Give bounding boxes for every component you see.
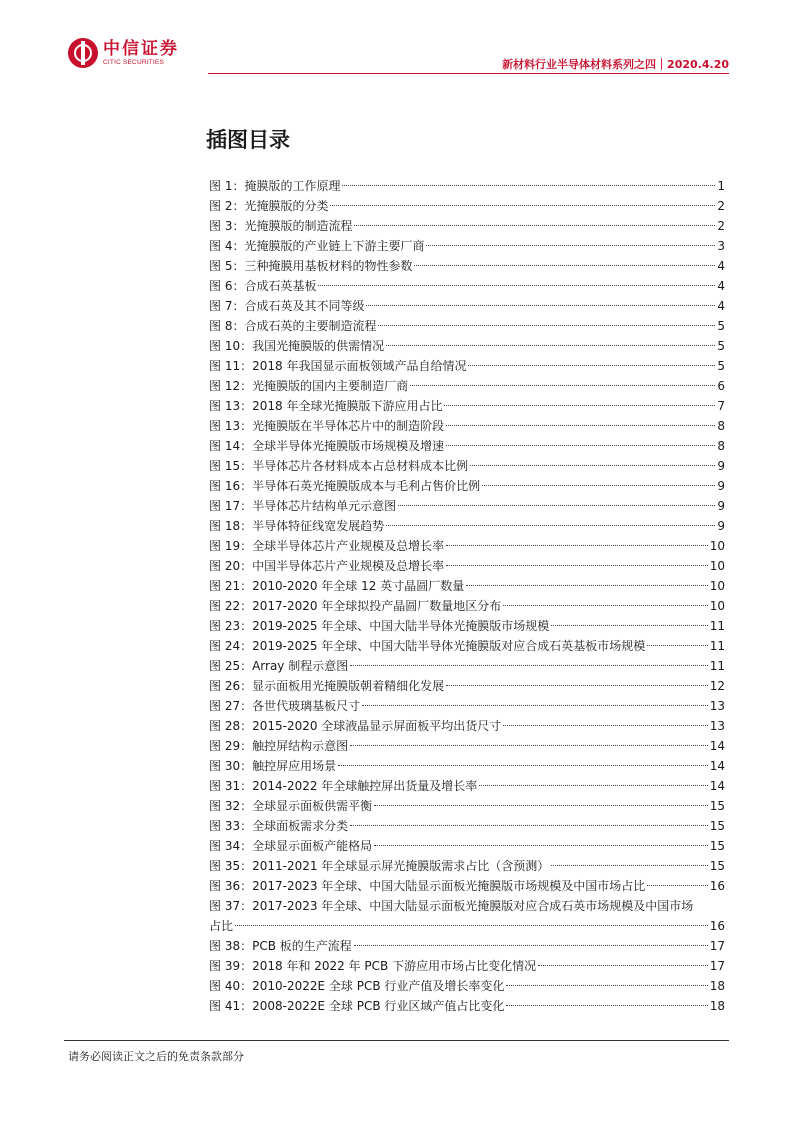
toc-entry[interactable]	[209, 536, 725, 556]
toc-entry-page: 10	[709, 539, 725, 553]
toc-entry-label: 图 31：2014-2022 年全球触控屏出货量及增长率	[209, 779, 478, 793]
toc-dot-leader	[479, 785, 707, 786]
toc-entry-page: 15	[709, 799, 725, 813]
toc-entry[interactable]	[209, 316, 725, 336]
toc-entry-page: 5	[717, 339, 725, 353]
toc-entry-label: 图 27：各世代玻璃基板尺寸	[209, 699, 361, 713]
toc-dot-leader	[350, 825, 708, 826]
toc-entry-label: 图 7：合成石英及其不同等级	[209, 299, 365, 313]
toc-entry[interactable]	[209, 176, 725, 196]
toc-entry[interactable]	[209, 816, 725, 836]
toc-dot-leader	[342, 185, 715, 186]
toc-entry-label: 图 12：光掩膜版的国内主要制造厂商	[209, 379, 409, 393]
toc-dot-leader	[378, 325, 715, 326]
figure-list	[209, 176, 725, 1016]
toc-entry-label: 图 35：2011-2021 年全球显示屏光掩膜版需求占比（含预测）	[209, 859, 550, 873]
toc-entry-label: 图 13：光掩膜版在半导体芯片中的制造阶段	[209, 419, 445, 433]
toc-entry-continuation	[209, 916, 725, 936]
toc-dot-leader	[482, 485, 715, 486]
toc-entry[interactable]	[209, 436, 725, 456]
logo-chinese-name: 中信证券	[103, 38, 179, 59]
toc-dot-leader	[446, 565, 708, 566]
toc-entry-label: 图 1：掩膜版的工作原理	[209, 179, 341, 193]
toc-entry-page: 4	[717, 299, 725, 313]
toc-entry[interactable]	[209, 216, 725, 236]
toc-entry[interactable]	[209, 616, 725, 636]
toc-entry-page: 5	[717, 359, 725, 373]
toc-entry-page: 9	[717, 519, 725, 533]
toc-entry[interactable]	[209, 596, 725, 616]
toc-dot-leader	[350, 745, 708, 746]
toc-entry-label: 图 17：半导体芯片结构单元示意图	[209, 499, 397, 513]
toc-entry[interactable]	[209, 776, 725, 796]
toc-entry[interactable]	[209, 356, 725, 376]
toc-entry-page: 8	[717, 439, 725, 453]
toc-dot-leader	[466, 585, 708, 586]
toc-entry-label: 图 2：光掩膜版的分类	[209, 199, 329, 213]
toc-entry-label: 图 38：PCB 板的生产流程	[209, 939, 352, 953]
toc-entry-label: 图 26：显示面板用光掩膜版朝着精细化发展	[209, 679, 445, 693]
citic-logo-icon	[68, 38, 98, 68]
toc-dot-leader	[366, 305, 715, 306]
toc-entry-label: 图 33：全球面板需求分类	[209, 819, 349, 833]
toc-entry-label: 图 41：2008-2022E 全球 PCB 行业区域产值占比变化	[209, 999, 505, 1013]
toc-entry-label: 图 6：合成石英基板	[209, 279, 317, 293]
toc-entry[interactable]	[209, 696, 725, 716]
toc-entry-page: 2	[717, 219, 725, 233]
toc-dot-leader	[503, 605, 707, 606]
toc-entry-label: 图 11：2018 年我国显示面板领域产品自给情况	[209, 359, 467, 373]
logo-english-name: CITIC SECURITIES	[103, 58, 164, 66]
toc-dot-leader	[503, 725, 707, 726]
toc-entry-label: 图 15：半导体芯片各材料成本占总材料成本比例	[209, 459, 469, 473]
toc-dot-leader	[446, 685, 708, 686]
toc-entry[interactable]	[209, 296, 725, 316]
toc-entry-label: 图 19：全球半导体芯片产业规模及总增长率	[209, 539, 445, 553]
toc-entry-page: 10	[709, 559, 725, 573]
toc-dot-leader	[647, 885, 707, 886]
toc-dot-leader	[414, 265, 715, 266]
toc-entry-label: 图 3：光掩膜版的制造流程	[209, 219, 353, 233]
toc-entry[interactable]	[209, 256, 725, 276]
toc-dot-leader	[538, 965, 708, 966]
page-header	[0, 0, 793, 80]
toc-entry-page: 11	[709, 639, 725, 653]
toc-entry-page: 8	[717, 419, 725, 433]
toc-entry-page: 10	[709, 599, 725, 613]
toc-entry-label: 图 4：光掩膜版的产业链上下游主要厂商	[209, 239, 425, 253]
toc-entry[interactable]	[209, 716, 725, 736]
toc-dot-leader	[446, 425, 715, 426]
toc-dot-leader	[354, 945, 708, 946]
footer-disclaimer: 请务必阅读正文之后的免责条款部分	[68, 1050, 244, 1063]
toc-dot-leader	[446, 545, 708, 546]
toc-entry-label: 图 18：半导体特征线宽发展趋势	[209, 519, 385, 533]
toc-entry[interactable]	[209, 396, 725, 416]
footer-divider	[64, 1040, 729, 1041]
toc-entry-page: 15	[709, 859, 725, 873]
toc-entry-label: 图 5：三种掩膜用基板材料的物性参数	[209, 259, 413, 273]
toc-dot-leader	[551, 865, 707, 866]
toc-entry[interactable]	[209, 736, 725, 756]
toc-entry[interactable]	[209, 756, 725, 776]
toc-entry[interactable]	[209, 656, 725, 676]
toc-entry-page: 9	[717, 459, 725, 473]
toc-dot-leader	[426, 245, 715, 246]
toc-entry-page: 16	[709, 879, 725, 893]
toc-entry-page: 13	[709, 699, 725, 713]
toc-dot-leader	[318, 285, 715, 286]
toc-entry-page: 4	[717, 279, 725, 293]
citic-logo	[68, 38, 179, 68]
toc-entry-page: 18	[709, 999, 725, 1013]
toc-entry-label: 图 28：2015-2020 全球液晶显示屏面板平均出货尺寸	[209, 719, 502, 733]
toc-dot-leader	[338, 765, 708, 766]
toc-entry[interactable]	[209, 856, 725, 876]
toc-entry[interactable]	[209, 516, 725, 536]
toc-dot-leader	[386, 345, 715, 346]
toc-dot-leader	[468, 365, 715, 366]
toc-entry[interactable]	[209, 796, 725, 816]
toc-entry-label: 图 23：2019-2025 年全球、中国大陆半导体光掩膜版市场规模	[209, 619, 550, 633]
toc-entry-label: 图 34：全球显示面板产能格局	[209, 839, 373, 853]
toc-entry-page: 9	[717, 499, 725, 513]
toc-entry-label: 图 24：2019-2025 年全球、中国大陆半导体光掩膜版对应合成石英基板市场规模	[209, 639, 646, 653]
toc-entry-page: 14	[709, 759, 725, 773]
toc-entry[interactable]	[209, 676, 725, 696]
toc-entry-page: 11	[709, 659, 725, 673]
toc-entry-page: 5	[717, 319, 725, 333]
toc-entry-label: 图 22：2017-2020 年全球拟投产晶圆厂数量地区分布	[209, 599, 502, 613]
toc-entry[interactable]	[209, 576, 725, 596]
toc-dot-leader	[374, 805, 708, 806]
toc-entry-page: 11	[709, 619, 725, 633]
logo-text	[103, 40, 179, 67]
toc-entry[interactable]	[209, 556, 725, 576]
toc-entry-page: 4	[717, 259, 725, 273]
toc-entry-page: 10	[709, 579, 725, 593]
toc-entry-page: 16	[709, 919, 725, 933]
toc-dot-leader	[330, 205, 715, 206]
toc-entry-label: 图 37：2017-2023 年全球、中国大陆显示面板光掩膜版对应合成石英市场规模及中国市场	[209, 899, 694, 913]
toc-entry-label: 图 29：触控屏结构示意图	[209, 739, 349, 753]
toc-entry-page: 9	[717, 479, 725, 493]
toc-entry[interactable]	[209, 956, 725, 976]
toc-entry[interactable]	[209, 976, 725, 996]
toc-entry-label-continuation: 占比	[209, 919, 234, 933]
toc-dot-leader	[350, 665, 707, 666]
toc-entry-page: 17	[709, 939, 725, 953]
toc-entry-page: 15	[709, 819, 725, 833]
toc-entry[interactable]	[209, 936, 725, 956]
toc-entry[interactable]	[209, 196, 725, 216]
toc-entry-page: 2	[717, 199, 725, 213]
toc-entry-label: 图 36：2017-2023 年全球、中国大陆显示面板光掩膜版市场规模及中国市场占比	[209, 879, 646, 893]
toc-dot-leader	[551, 625, 707, 626]
toc-dot-leader	[410, 385, 715, 386]
toc-dot-leader	[398, 505, 715, 506]
toc-entry-page: 14	[709, 739, 725, 753]
toc-dot-leader	[647, 645, 707, 646]
toc-dot-leader	[362, 705, 708, 706]
toc-entry-page: 13	[709, 719, 725, 733]
toc-entry-label: 图 32：全球显示面板供需平衡	[209, 799, 373, 813]
toc-entry-label: 图 16：半导体石英光掩膜版成本与毛利占售价比例	[209, 479, 481, 493]
toc-entry[interactable]	[209, 336, 725, 356]
toc-dot-leader	[446, 445, 715, 446]
toc-dot-leader	[354, 225, 715, 226]
toc-entry[interactable]	[209, 236, 725, 256]
toc-entry[interactable]	[209, 456, 725, 476]
toc-entry-label: 图 20：中国半导体芯片产业规模及总增长率	[209, 559, 445, 573]
toc-entry-label: 图 40：2010-2022E 全球 PCB 行业产值及增长率变化	[209, 979, 505, 993]
header-divider	[208, 73, 729, 74]
toc-dot-leader	[506, 985, 707, 986]
toc-entry-page: 17	[709, 959, 725, 973]
toc-entry[interactable]	[209, 276, 725, 296]
toc-entry-page: 6	[717, 379, 725, 393]
toc-entry-page: 15	[709, 839, 725, 853]
toc-entry-label: 图 13：2018 年全球光掩膜版下游应用占比	[209, 399, 443, 413]
toc-dot-leader	[374, 845, 708, 846]
toc-entry-page: 7	[717, 399, 725, 413]
toc-entry-label: 图 8：合成石英的主要制造流程	[209, 319, 377, 333]
toc-dot-leader	[470, 465, 715, 466]
page-title: 插图目录	[206, 128, 290, 152]
toc-entry-page: 14	[709, 779, 725, 793]
toc-entry[interactable]	[209, 876, 725, 896]
toc-entry[interactable]	[209, 636, 725, 656]
toc-entry-page: 3	[717, 239, 725, 253]
toc-entry[interactable]	[209, 836, 725, 856]
toc-entry-label: 图 30：触控屏应用场景	[209, 759, 337, 773]
toc-entry-label: 图 39：2018 年和 2022 年 PCB 下游应用市场占比变化情况	[209, 959, 537, 973]
report-title: 新材料行业半导体材料系列之四｜2020.4.20	[502, 58, 729, 71]
toc-entry-label: 图 10：我国光掩膜版的供需情况	[209, 339, 385, 353]
toc-entry[interactable]	[209, 496, 725, 516]
toc-dot-leader	[235, 925, 708, 926]
toc-entry[interactable]	[209, 996, 725, 1016]
toc-entry-page: 18	[709, 979, 725, 993]
toc-dot-leader	[506, 1005, 707, 1006]
toc-entry[interactable]	[209, 416, 725, 436]
toc-entry-label: 图 21：2010-2020 年全球 12 英寸晶圆厂数量	[209, 579, 465, 593]
toc-entry-label: 图 25：Array 制程示意图	[209, 659, 349, 673]
toc-entry-page: 1	[717, 179, 725, 193]
toc-dot-leader	[444, 405, 715, 406]
toc-entry-label: 图 14：全球半导体光掩膜版市场规模及增速	[209, 439, 445, 453]
toc-entry[interactable]	[209, 896, 725, 936]
toc-entry[interactable]	[209, 476, 725, 496]
toc-dot-leader	[386, 525, 715, 526]
toc-entry[interactable]	[209, 376, 725, 396]
toc-entry-page: 12	[709, 679, 725, 693]
